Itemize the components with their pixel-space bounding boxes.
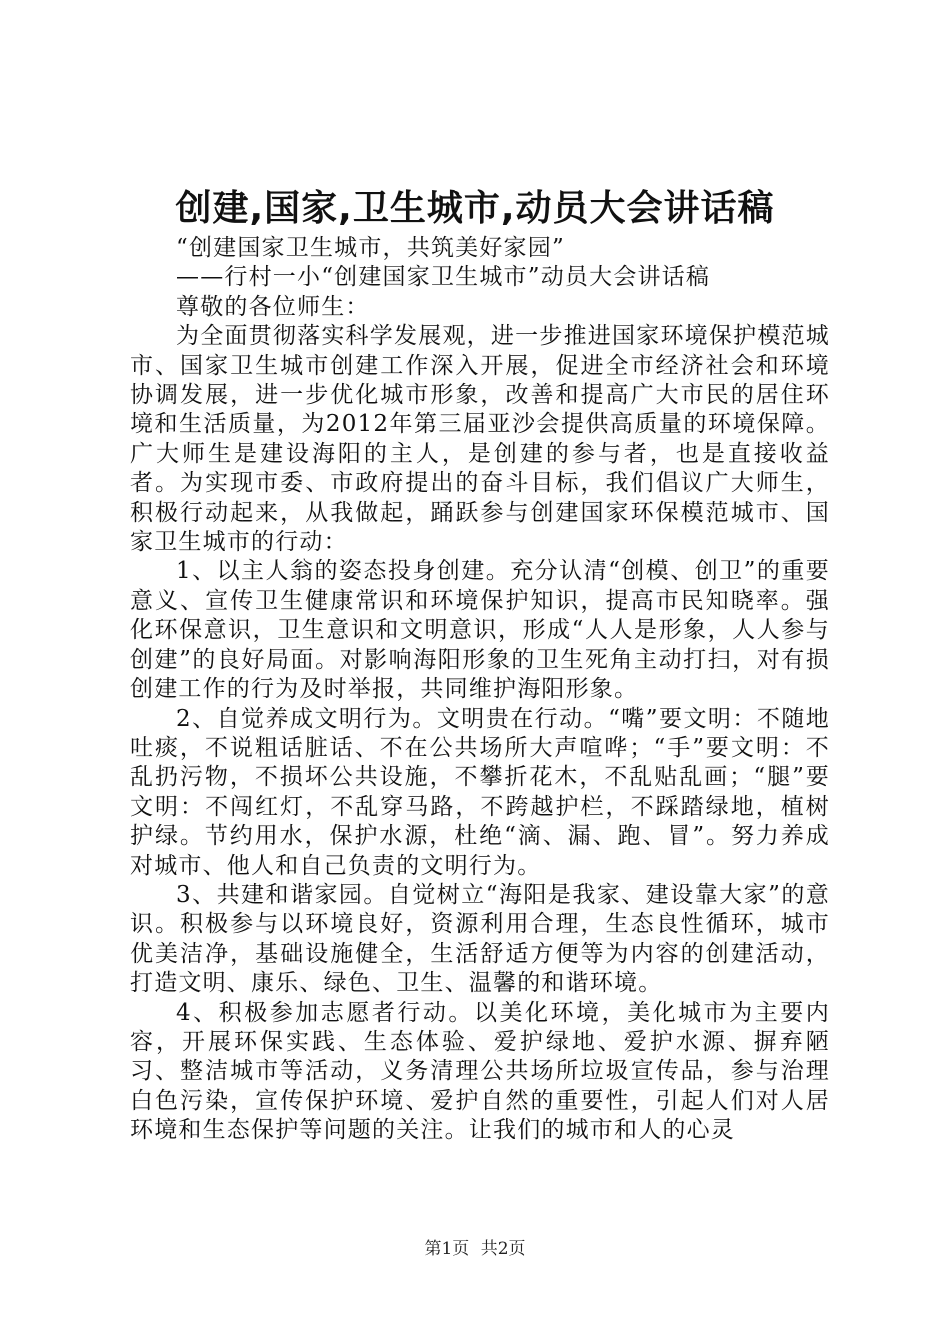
salutation: 尊敬的各位师生： [176,293,370,320]
document-body [130,234,830,1146]
page-footer [0,1238,950,1260]
paragraph: 1、以主人翁的姿态投身创建。充分认清“创模、创卫”的重要意义、宣传卫生健康常识和环境保护知识，提高市民知晓率。强化环保意识，卫生意识和文明意识，形成“人人是形象，人人参与创建”的良好局面。对影响海阳形象的卫生死角主动打扫，对有损创建工作的行为及时举报，共同维护海阳形象。 [130,558,830,703]
page-number-current: 第1页 [424,1239,470,1259]
paragraph: 为全面贯彻落实科学发展观，进一步推进国家环境保护模范城市、国家卫生城市创建工作深入开展，促进全市经济社会和环境协调发展，进一步优化城市形象，改善和提高广大市民的居住环境和生活质量，为2012年第三届亚沙会提供高质量的环境保障。广大师生是建设海阳的主人，是创建的参与者，也是直接收益者。为实现市委、市政府提出的奋斗目标，我们倡议广大师生，积极行动起来，从我做起，踊跃参与创建国家环保模范城市、国家卫生城市的行动： [130,323,830,556]
page-number-total: 共2页 [480,1239,526,1259]
paragraph: 4、积极参加志愿者行动。以美化环境，美化城市为主要内容，开展环保实践、生态体验、爱护绿地、爱护水源、摒弃陋习、整洁城市等活动，义务清理公共场所垃圾宣传品，参与治理白色污染，宣传保护环境、爱护自然的重要性，引起人们对人居环境和生态保护等问题的关注。让我们的城市和人的心灵 [130,999,830,1144]
paragraph: 3、共建和谐家园。自觉树立“海阳是我家、建设靠大家”的意识。积极参与以环境良好，资源利用合理，生态良性循环，城市优美洁净，基础设施健全，生活舒适方便等为内容的创建活动，打造文明、康乐、绿色、卫生、温馨的和谐环境。 [130,881,830,997]
paragraph: 2、自觉养成文明行为。文明贵在行动。“嘴”要文明：不随地吐痰，不说粗话脏话、不在公共场所大声喧哗；“手”要文明：不乱扔污物，不损坏公共设施，不攀折花木，不乱贴乱画；“腿”要文明：不闯红灯，不乱穿马路，不跨越护栏，不踩踏绿地，植树护绿。节约用水，保护水源，杜绝“滴、漏、跑、冒”。努力养成对城市、他人和自己负责的文明行为。 [130,705,830,879]
document-byline: ——行村一小“创建国家卫生城市”动员大会讲话稿 [176,264,711,291]
document-subtitle: “创建国家卫生城市，共筑美好家园” [176,235,565,261]
document-title: 创建,国家,卫生城市,动员大会讲话稿 [175,188,775,229]
